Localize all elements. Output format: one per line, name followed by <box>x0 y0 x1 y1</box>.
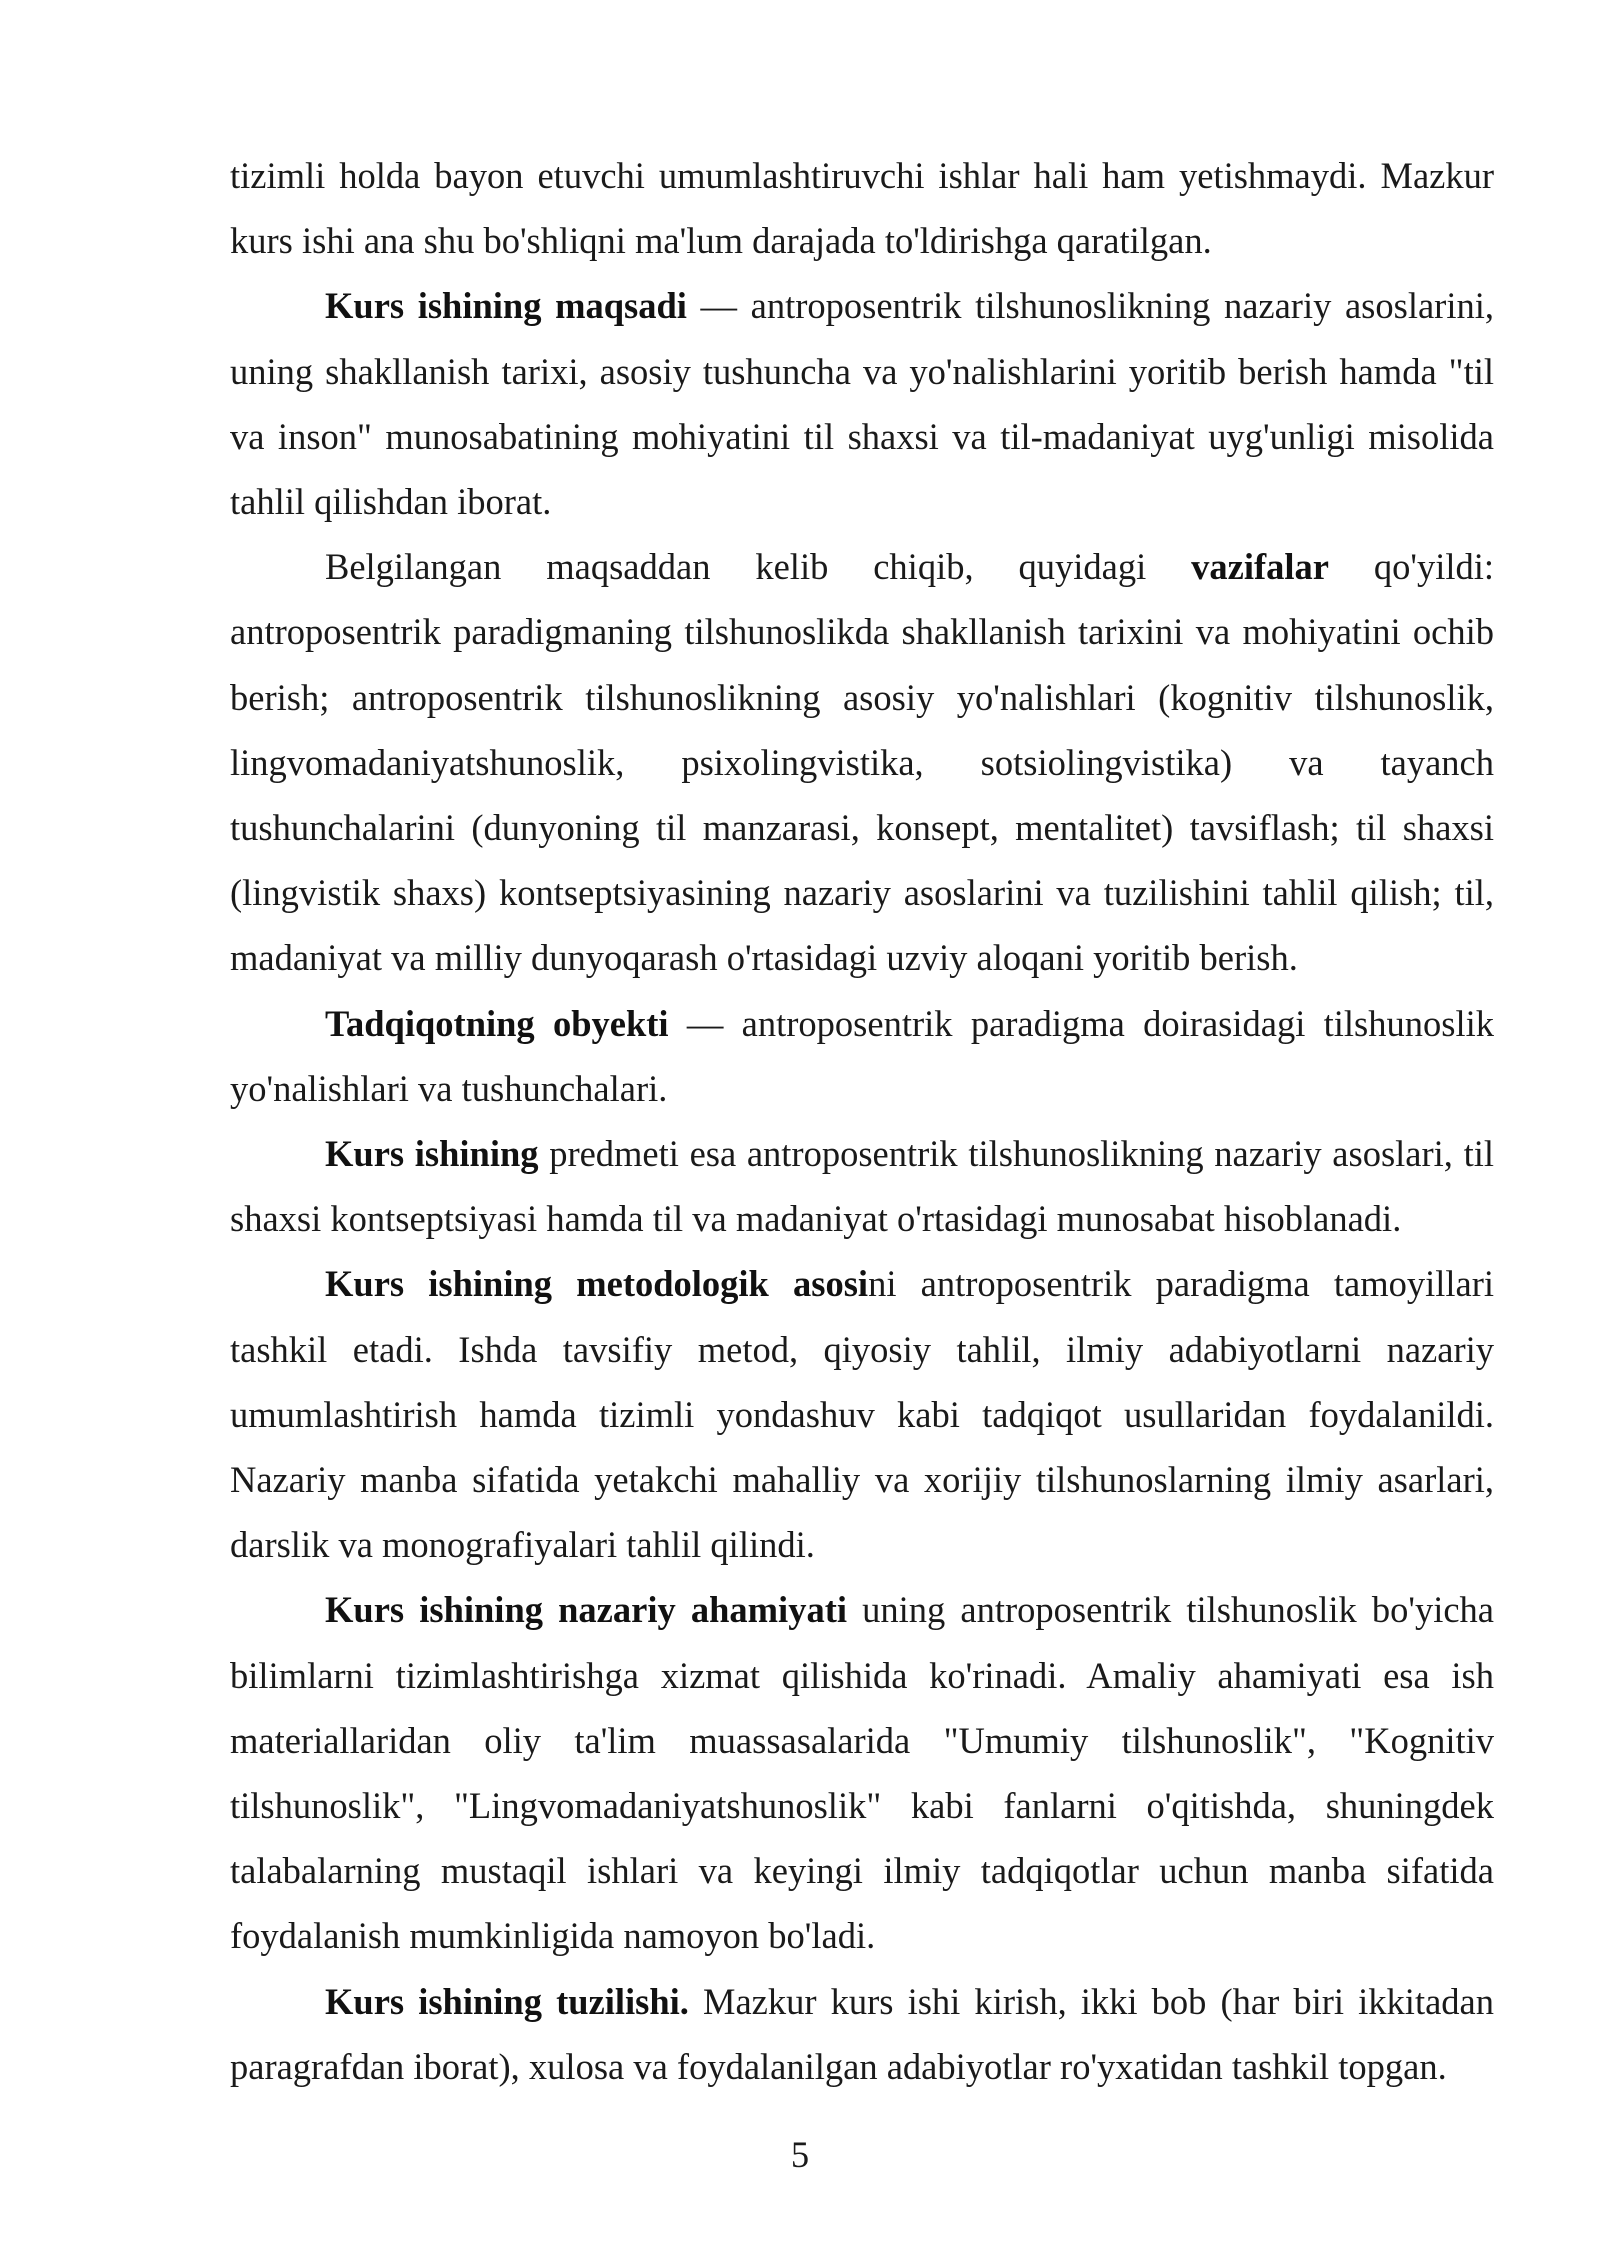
term-object: Tadqiqotning obyekti <box>325 1002 669 1044</box>
paragraph-structure <box>230 1969 1494 2099</box>
term-significance: Kurs ishining nazariy ahamiyati <box>325 1589 847 1631</box>
paragraph-object <box>230 991 1494 1121</box>
term-subject: Kurs ishining <box>325 1133 539 1175</box>
paragraph-text: — antroposentrik paradigma doirasidagi tilshunoslik yo'nalishlari va tushunchalari. <box>230 1002 1494 1109</box>
term-tasks: vazifalar <box>1191 546 1329 588</box>
paragraph-methodology <box>230 1251 1494 1577</box>
paragraph-text: ni antroposentrik paradigma tamoyillari tashkil etadi. Ishda tavsifiy metod, qiyosiy tahlil, ilmiy adabiyotlarni nazariy umumlashtirish hamda tizimli yondashuv kabi tadqiqot usullaridan foydalanildi. Nazariy manba sifatida yetakchi mahalliy va xorijiy tilshunoslarning ilmiy asarlari, darslik va monografiyalari tahlil qilindi. <box>230 1263 1495 1566</box>
paragraph-purpose <box>230 273 1494 534</box>
paragraph-text: — antroposentrik tilshunoslikning nazariy asoslarini, uning shakllanish tarixi, asosiy tushuncha va yo'nalishlarini yoritib berish hamda "til va inson" munosabatining mohiyatini til shaxsi va til-madaniyat uyg'unligi misolida tahlil qilishdan iborat. <box>230 285 1494 523</box>
paragraph-text: tizimli holda bayon etuvchi umumlashtiruvchi ishlar hali ham yetishmaydi. Mazkur kurs ishi ana shu bo'shliqni ma'lum darajada to'ldirishga qaratilgan. <box>230 155 1494 262</box>
paragraph-intro-continuation <box>230 143 1494 273</box>
paragraph-subject <box>230 1121 1494 1251</box>
page-number: 5 <box>790 2134 810 2175</box>
term-structure: Kurs ishining tuzilishi. <box>325 1980 689 2022</box>
page-body <box>230 143 1494 2099</box>
paragraph-significance <box>230 1577 1494 1968</box>
paragraph-text: predmeti esa antroposentrik tilshunoslikning nazariy asoslari, til shaxsi kontseptsiyasi hamda til va madaniyat o'rtasidagi munosabat hisoblanadi. <box>230 1133 1494 1240</box>
paragraph-text: Mazkur kurs ishi kirish, ikki bob (har biri ikkitadan paragrafdan iborat), xulosa va foydalanilgan adabiyotlar ro'yxatidan tashkil topgan. <box>230 1980 1494 2087</box>
paragraph-text: uning antroposentrik tilshunoslik bo'yicha bilimlarni tizimlashtirishga xizmat qilishida ko'rinadi. Amaliy ahamiyati esa ish materiallaridan oliy ta'lim muassasalarida "Umumiy tilshunoslik", "Kognitiv tilshunoslik", "Lingvomadaniyatshunoslik" kabi fanlarni o'qitishda, shuningdek talabalarning mustaqil ishlari va keyingi ilmiy tadqiqotlar uchun manba sifatida foydalanish mumkinligida namoyon bo'ladi. <box>230 1589 1494 1957</box>
term-purpose: Kurs ishining maqsadi <box>325 285 687 327</box>
paragraph-text: qo'yildi: antroposentrik paradigmaning tilshunoslikda shakllanish tarixini va mohiyatini ochib berish; antroposentrik tilshunoslikning asosiy yo'nalishlari (kognitiv tilshunoslik, lingvomadaniyatshunoslik, psixolingvistika, sotsiolingvistika) va tayanch tushunchalarini (dunyoning til manzarasi, konsept, mentalitet) tavsiflash; til shaxsi (lingvistik shaxs) kontseptsiyasining nazariy asoslarini va tuzilishini tahlil qilish; til, madaniyat va milliy dunyoqarash o'rtasidagi uzviy aloqani yoritib berish. <box>230 546 1495 979</box>
paragraph-tasks <box>230 534 1494 990</box>
term-methodology: Kurs ishining metodologik asosi <box>325 1263 869 1305</box>
paragraph-text-lead: Belgilangan maqsaddan kelib chiqib, quyidagi <box>325 546 1192 588</box>
